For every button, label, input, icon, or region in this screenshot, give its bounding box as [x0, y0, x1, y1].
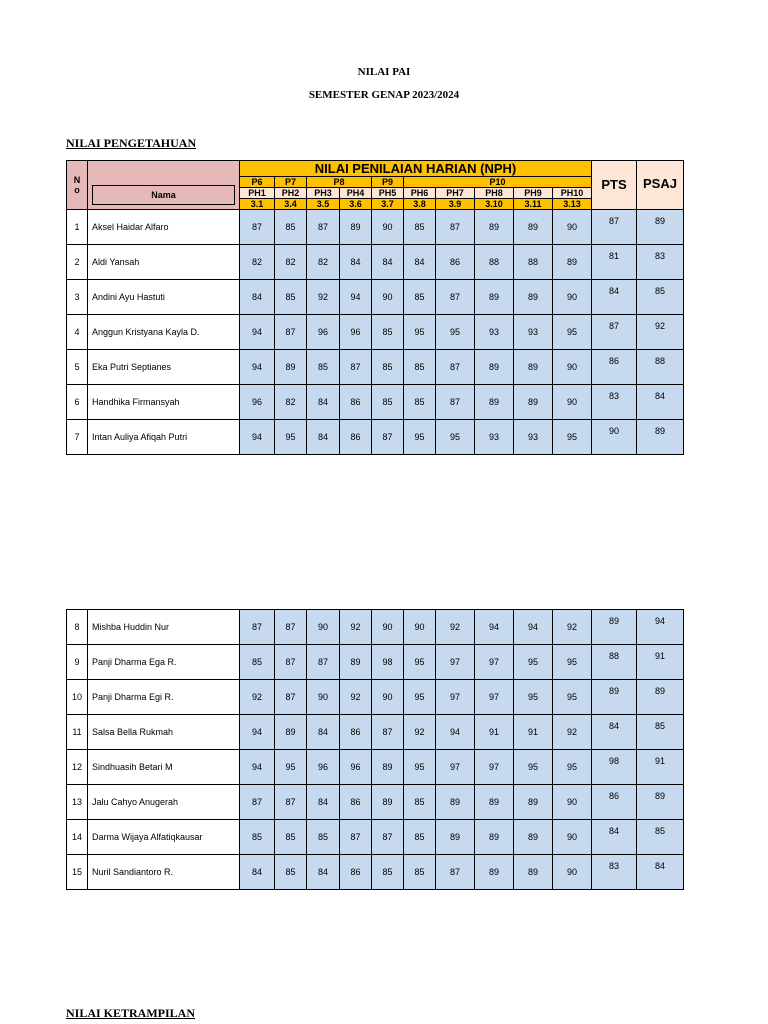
header-kd-5: 3.7 — [372, 199, 404, 210]
score-ph1: 87 — [240, 210, 275, 245]
score-pts: 84 — [592, 280, 637, 315]
score-ph5: 85 — [372, 855, 404, 890]
score-ph2: 82 — [275, 385, 307, 420]
score-ph7: 97 — [436, 750, 475, 785]
score-ph10: 90 — [553, 785, 592, 820]
row-number: 14 — [67, 820, 88, 855]
score-ph7: 97 — [436, 680, 475, 715]
header-ph1: PH1 — [240, 188, 275, 199]
score-psaj: 85 — [637, 280, 684, 315]
score-ph5: 85 — [372, 350, 404, 385]
student-name: Handhika Firmansyah — [88, 385, 240, 420]
score-ph9: 89 — [514, 280, 553, 315]
score-ph6: 90 — [404, 610, 436, 645]
score-ph2: 87 — [275, 785, 307, 820]
score-ph5: 89 — [372, 750, 404, 785]
score-ph6: 85 — [404, 280, 436, 315]
score-ph10: 95 — [553, 750, 592, 785]
score-ph4: 89 — [340, 210, 372, 245]
score-ph1: 85 — [240, 645, 275, 680]
score-ph10: 90 — [553, 350, 592, 385]
score-ph6: 84 — [404, 245, 436, 280]
row-number: 8 — [67, 610, 88, 645]
score-ph9: 88 — [514, 245, 553, 280]
score-ph9: 91 — [514, 715, 553, 750]
score-ph1: 85 — [240, 820, 275, 855]
header-psaj: PSAJ — [637, 161, 684, 210]
table-row — [67, 210, 684, 245]
score-psaj: 85 — [637, 820, 684, 855]
score-psaj: 85 — [637, 715, 684, 750]
score-ph5: 87 — [372, 715, 404, 750]
student-name: Panji Dharma Egi R. — [88, 680, 240, 715]
student-name: Jalu Cahyo Anugerah — [88, 785, 240, 820]
score-ph4: 86 — [340, 785, 372, 820]
header-kd-4: 3.6 — [340, 199, 372, 210]
header-ph5: PH5 — [372, 188, 404, 199]
score-ph8: 97 — [475, 750, 514, 785]
score-psaj: 89 — [637, 420, 684, 455]
student-name: Andini Ayu Hastuti — [88, 280, 240, 315]
score-ph7: 89 — [436, 785, 475, 820]
table-row — [67, 645, 684, 680]
score-ph9: 89 — [514, 350, 553, 385]
score-ph2: 89 — [275, 715, 307, 750]
header-group-p9: P9 — [372, 177, 404, 188]
score-ph9: 93 — [514, 420, 553, 455]
score-ph3: 87 — [307, 210, 340, 245]
score-ph10: 95 — [553, 680, 592, 715]
table-row — [67, 715, 684, 750]
score-ph8: 93 — [475, 315, 514, 350]
table-row — [67, 350, 684, 385]
score-ph1: 82 — [240, 245, 275, 280]
row-number: 1 — [67, 210, 88, 245]
row-number: 10 — [67, 680, 88, 715]
row-number: 6 — [67, 385, 88, 420]
row-number: 7 — [67, 420, 88, 455]
knowledge-grades-table-continued — [66, 609, 684, 890]
header-ph9: PH9 — [514, 188, 553, 199]
score-ph1: 94 — [240, 750, 275, 785]
score-ph10: 90 — [553, 385, 592, 420]
score-pts: 86 — [592, 785, 637, 820]
score-ph9: 89 — [514, 385, 553, 420]
row-number: 5 — [67, 350, 88, 385]
score-ph4: 86 — [340, 420, 372, 455]
score-ph1: 94 — [240, 715, 275, 750]
score-psaj: 84 — [637, 855, 684, 890]
score-ph5: 90 — [372, 680, 404, 715]
score-ph6: 85 — [404, 210, 436, 245]
score-ph3: 85 — [307, 350, 340, 385]
score-ph8: 89 — [475, 280, 514, 315]
score-psaj: 91 — [637, 645, 684, 680]
score-ph6: 95 — [404, 750, 436, 785]
score-pts: 87 — [592, 210, 637, 245]
table-row — [67, 280, 684, 315]
score-pts: 90 — [592, 420, 637, 455]
score-ph4: 89 — [340, 645, 372, 680]
score-ph8: 97 — [475, 645, 514, 680]
score-psaj: 89 — [637, 680, 684, 715]
score-ph10: 95 — [553, 315, 592, 350]
score-ph2: 87 — [275, 610, 307, 645]
score-ph1: 94 — [240, 350, 275, 385]
score-ph10: 95 — [553, 420, 592, 455]
score-ph7: 97 — [436, 645, 475, 680]
score-psaj: 92 — [637, 315, 684, 350]
score-ph9: 93 — [514, 315, 553, 350]
score-ph7: 86 — [436, 245, 475, 280]
header-group-p10: P10 — [404, 177, 592, 188]
header-no — [67, 161, 88, 210]
score-ph5: 90 — [372, 210, 404, 245]
score-ph6: 85 — [404, 785, 436, 820]
header-ph10: PH10 — [553, 188, 592, 199]
score-ph3: 84 — [307, 385, 340, 420]
score-ph7: 87 — [436, 210, 475, 245]
score-ph7: 95 — [436, 420, 475, 455]
header-no-label: N o — [73, 175, 81, 195]
score-ph4: 92 — [340, 610, 372, 645]
student-name: Mishba Huddin Nur — [88, 610, 240, 645]
score-pts: 89 — [592, 680, 637, 715]
score-ph1: 96 — [240, 385, 275, 420]
score-ph6: 85 — [404, 385, 436, 420]
score-ph10: 90 — [553, 280, 592, 315]
score-ph9: 89 — [514, 855, 553, 890]
score-psaj: 89 — [637, 210, 684, 245]
score-pts: 87 — [592, 315, 637, 350]
header-group-p6: P6 — [240, 177, 275, 188]
header-kd-6: 3.8 — [404, 199, 436, 210]
student-name: Aldi Yansah — [88, 245, 240, 280]
score-ph6: 85 — [404, 855, 436, 890]
header-kd-1: 3.1 — [240, 199, 275, 210]
score-ph10: 92 — [553, 610, 592, 645]
header-ph8: PH8 — [475, 188, 514, 199]
row-number: 15 — [67, 855, 88, 890]
document-title: NILAI PAI — [357, 66, 411, 78]
score-ph7: 89 — [436, 820, 475, 855]
header-name-label: Nama — [92, 185, 235, 205]
score-ph7: 95 — [436, 315, 475, 350]
score-pts: 86 — [592, 350, 637, 385]
score-ph1: 84 — [240, 280, 275, 315]
student-name: Aksel Haidar Alfaro — [88, 210, 240, 245]
score-ph9: 94 — [514, 610, 553, 645]
table-row — [67, 785, 684, 820]
score-ph9: 89 — [514, 785, 553, 820]
score-ph2: 87 — [275, 680, 307, 715]
score-ph3: 90 — [307, 610, 340, 645]
score-ph5: 90 — [372, 610, 404, 645]
score-ph6: 85 — [404, 350, 436, 385]
row-number: 9 — [67, 645, 88, 680]
header-name — [88, 161, 240, 210]
score-ph3: 90 — [307, 680, 340, 715]
score-ph2: 82 — [275, 245, 307, 280]
score-ph2: 85 — [275, 820, 307, 855]
table-row — [67, 245, 684, 280]
score-ph7: 87 — [436, 855, 475, 890]
table-row — [67, 610, 684, 645]
score-ph7: 94 — [436, 715, 475, 750]
score-ph6: 95 — [404, 645, 436, 680]
score-ph1: 92 — [240, 680, 275, 715]
score-ph3: 87 — [307, 645, 340, 680]
score-ph8: 89 — [475, 350, 514, 385]
score-psaj: 94 — [637, 610, 684, 645]
score-psaj: 89 — [637, 785, 684, 820]
score-ph10: 92 — [553, 715, 592, 750]
score-ph2: 85 — [275, 210, 307, 245]
score-ph7: 87 — [436, 385, 475, 420]
score-ph8: 97 — [475, 680, 514, 715]
score-ph3: 96 — [307, 750, 340, 785]
score-pts: 98 — [592, 750, 637, 785]
score-ph1: 94 — [240, 315, 275, 350]
score-ph6: 92 — [404, 715, 436, 750]
score-ph5: 87 — [372, 820, 404, 855]
row-number: 4 — [67, 315, 88, 350]
score-ph6: 95 — [404, 315, 436, 350]
score-ph2: 85 — [275, 280, 307, 315]
score-pts: 88 — [592, 645, 637, 680]
score-ph5: 89 — [372, 785, 404, 820]
score-ph6: 95 — [404, 420, 436, 455]
header-group-p7: P7 — [275, 177, 307, 188]
score-ph9: 95 — [514, 645, 553, 680]
student-name: Salsa Bella Rukmah — [88, 715, 240, 750]
header-ph2: PH2 — [275, 188, 307, 199]
score-ph10: 90 — [553, 820, 592, 855]
score-ph2: 89 — [275, 350, 307, 385]
score-pts: 83 — [592, 385, 637, 420]
header-kd-7: 3.9 — [436, 199, 475, 210]
header-nph: NILAI PENILAIAN HARIAN (NPH) — [240, 161, 592, 177]
score-ph1: 94 — [240, 420, 275, 455]
header-pts: PTS — [592, 161, 637, 210]
score-ph6: 95 — [404, 680, 436, 715]
header-ph3: PH3 — [307, 188, 340, 199]
header-ph6: PH6 — [404, 188, 436, 199]
score-ph3: 84 — [307, 715, 340, 750]
score-pts: 81 — [592, 245, 637, 280]
header-group-p8: P8 — [307, 177, 372, 188]
student-name: Eka Putri Septianes — [88, 350, 240, 385]
section-knowledge-heading: NILAI PENGETAHUAN — [66, 136, 197, 150]
score-ph9: 95 — [514, 750, 553, 785]
score-ph8: 89 — [475, 820, 514, 855]
score-psaj: 91 — [637, 750, 684, 785]
score-ph10: 89 — [553, 245, 592, 280]
score-ph8: 89 — [475, 785, 514, 820]
knowledge-grades-table — [66, 160, 684, 455]
score-ph7: 87 — [436, 350, 475, 385]
score-ph9: 95 — [514, 680, 553, 715]
score-ph10: 95 — [553, 645, 592, 680]
score-ph3: 82 — [307, 245, 340, 280]
header-kd-9: 3.11 — [514, 199, 553, 210]
score-ph3: 92 — [307, 280, 340, 315]
score-ph4: 92 — [340, 680, 372, 715]
score-ph2: 85 — [275, 855, 307, 890]
score-pts: 89 — [592, 610, 637, 645]
table-row — [67, 855, 684, 890]
score-ph3: 84 — [307, 420, 340, 455]
score-ph2: 95 — [275, 420, 307, 455]
score-ph4: 86 — [340, 715, 372, 750]
score-ph5: 90 — [372, 280, 404, 315]
student-name: Nuril Sandiantoro R. — [88, 855, 240, 890]
table-row — [67, 820, 684, 855]
row-number: 12 — [67, 750, 88, 785]
score-ph2: 87 — [275, 315, 307, 350]
score-ph5: 87 — [372, 420, 404, 455]
score-ph2: 87 — [275, 645, 307, 680]
score-psaj: 83 — [637, 245, 684, 280]
score-ph8: 91 — [475, 715, 514, 750]
table-row — [67, 680, 684, 715]
score-ph4: 96 — [340, 315, 372, 350]
table-row — [67, 385, 684, 420]
score-pts: 84 — [592, 820, 637, 855]
score-ph8: 89 — [475, 385, 514, 420]
score-ph10: 90 — [553, 210, 592, 245]
score-ph4: 87 — [340, 820, 372, 855]
student-name: Intan Auliya Afiqah Putri — [88, 420, 240, 455]
row-number: 2 — [67, 245, 88, 280]
score-ph1: 87 — [240, 785, 275, 820]
document-subtitle: SEMESTER GENAP 2023/2024 — [308, 89, 460, 101]
student-name: Panji Dharma Ega R. — [88, 645, 240, 680]
score-ph8: 88 — [475, 245, 514, 280]
section-skills-heading: NILAI KETRAMPILAN — [66, 1006, 196, 1020]
score-ph4: 87 — [340, 350, 372, 385]
score-ph4: 96 — [340, 750, 372, 785]
header-ph4: PH4 — [340, 188, 372, 199]
score-ph4: 86 — [340, 855, 372, 890]
header-kd-3: 3.5 — [307, 199, 340, 210]
score-ph3: 96 — [307, 315, 340, 350]
score-ph5: 98 — [372, 645, 404, 680]
score-psaj: 88 — [637, 350, 684, 385]
score-ph7: 92 — [436, 610, 475, 645]
score-ph8: 93 — [475, 420, 514, 455]
score-ph5: 84 — [372, 245, 404, 280]
score-psaj: 84 — [637, 385, 684, 420]
row-number: 3 — [67, 280, 88, 315]
table-row — [67, 315, 684, 350]
score-ph8: 94 — [475, 610, 514, 645]
score-ph9: 89 — [514, 820, 553, 855]
header-ph7: PH7 — [436, 188, 475, 199]
score-ph3: 85 — [307, 820, 340, 855]
score-ph8: 89 — [475, 855, 514, 890]
score-ph9: 89 — [514, 210, 553, 245]
score-pts: 84 — [592, 715, 637, 750]
row-number: 11 — [67, 715, 88, 750]
score-ph1: 87 — [240, 610, 275, 645]
score-ph4: 94 — [340, 280, 372, 315]
header-kd-8: 3.10 — [475, 199, 514, 210]
score-ph5: 85 — [372, 315, 404, 350]
table-row — [67, 750, 684, 785]
score-ph3: 84 — [307, 855, 340, 890]
score-ph4: 86 — [340, 385, 372, 420]
student-name: Anggun Kristyana Kayla D. — [88, 315, 240, 350]
table-row — [67, 420, 684, 455]
score-pts: 83 — [592, 855, 637, 890]
student-name: Darma Wijaya Alfatiqkausar — [88, 820, 240, 855]
score-ph4: 84 — [340, 245, 372, 280]
score-ph10: 90 — [553, 855, 592, 890]
score-ph7: 87 — [436, 280, 475, 315]
score-ph6: 85 — [404, 820, 436, 855]
header-kd-10: 3.13 — [553, 199, 592, 210]
score-ph8: 89 — [475, 210, 514, 245]
row-number: 13 — [67, 785, 88, 820]
student-name: Sindhuasih Betari M — [88, 750, 240, 785]
score-ph1: 84 — [240, 855, 275, 890]
score-ph3: 84 — [307, 785, 340, 820]
score-ph5: 85 — [372, 385, 404, 420]
score-ph2: 95 — [275, 750, 307, 785]
header-kd-2: 3.4 — [275, 199, 307, 210]
